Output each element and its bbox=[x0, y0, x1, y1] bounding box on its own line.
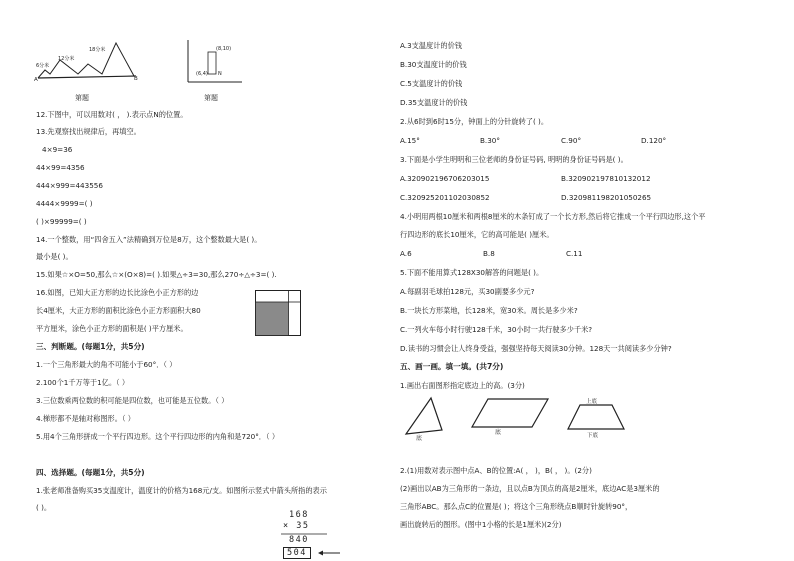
point-label-6-4: (6,4) bbox=[196, 71, 208, 77]
figure-label-6: 6分米 bbox=[36, 63, 50, 69]
question-12: 12.下图中，可以用数对( ， ).表示点N的位置。 bbox=[36, 110, 188, 119]
option: D.320981198201050265 bbox=[561, 193, 652, 202]
draw-question-1: 1.画出右面图形指定底边上的高。(3分) bbox=[400, 381, 525, 390]
question-14-min: 最小是( )。 bbox=[36, 252, 73, 261]
question-14: 14.一个整数，用“四舍五入”法精确到万位是8万，这个整数最大是( )。 bbox=[36, 235, 262, 244]
section-5-heading: 五、画一画。填一填。(共7分) bbox=[400, 362, 504, 371]
question-15: 15.如果☆×O=50,那么☆×(O×8)=( ).如果△÷3=30,那么270÷△÷3=( ). bbox=[36, 270, 277, 279]
section-3-heading: 三、判断题。(每题1分，共5分) bbox=[36, 342, 145, 351]
option: C.5支温度计的价钱 bbox=[400, 79, 463, 88]
question-16: 平方厘米，涂色小正方形的面积是( )平方厘米。 bbox=[36, 324, 188, 333]
option: C.一列火车每小时行驶128千米，30小时一共行驶多少千米? bbox=[400, 325, 593, 334]
point-b-label: B bbox=[134, 76, 138, 82]
figure-caption-1: 第题 bbox=[75, 94, 89, 102]
question-16: 长4厘米，大正方形的面积比涂色小正方形面积大80 bbox=[36, 306, 201, 315]
choice-question-4: 4.小明用两根10厘米和两根8厘米的木条钉成了一个长方形,然后将它推成一个平行四边形,这个平 bbox=[400, 212, 706, 221]
choice-question-3: 3.下面是小学生明明和三位老师的身份证号码, 明明的身份证号码是( )。 bbox=[400, 155, 628, 164]
pattern-line: 4444×9999=( ) bbox=[36, 199, 93, 208]
trapezoid-shape bbox=[566, 403, 626, 431]
pattern-line: 444×999=443556 bbox=[36, 181, 103, 190]
option: D.读书的习惯会让人终身受益，强强坚持每天阅读30分钟。128天一共阅读多少分钟? bbox=[400, 344, 672, 353]
calc-row: 168 bbox=[289, 510, 309, 520]
option: A.6 bbox=[400, 249, 412, 258]
option: A.3支温度计的价钱 bbox=[400, 41, 462, 50]
draw-question-2-part2: 画出旋转后的图形。(图中1小格的长是1厘米)(2分) bbox=[400, 520, 562, 529]
option: A.15° bbox=[400, 136, 420, 145]
trapezoid-bottom-label: 下底 bbox=[587, 433, 599, 439]
parallelogram-base-label: 底 bbox=[495, 429, 502, 436]
point-n-label: N bbox=[218, 71, 222, 77]
judge-item: 1.一个三角形最大的角不可能小于60°．（ ） bbox=[36, 360, 177, 369]
pattern-line: 44×99=4356 bbox=[36, 163, 85, 172]
point-label-8-10: (8,10) bbox=[216, 46, 232, 52]
option: A.320902196706203015 bbox=[400, 174, 490, 183]
figure-label-18: 18分米 bbox=[89, 47, 106, 53]
arrow-icon bbox=[318, 549, 340, 557]
judge-item: 5.用4个三角形拼成一个平行四边形。这个平行四边形的内角和是720°．（ ） bbox=[36, 432, 280, 441]
square-figure bbox=[255, 290, 301, 336]
option: D.35支温度计的价钱 bbox=[400, 98, 468, 107]
trapezoid-top-label: 上底 bbox=[586, 399, 598, 405]
option: D.120° bbox=[641, 136, 667, 145]
judge-item: 3.三位数乘两位数的积可能是四位数，也可能是五位数。（ ） bbox=[36, 396, 229, 405]
option: B.一块长方形菜地，长128米，宽30米。周长是多少米? bbox=[400, 306, 578, 315]
option: B.8 bbox=[483, 249, 495, 258]
triangle-shape bbox=[404, 396, 444, 438]
figure-label-12: 12分米 bbox=[58, 56, 75, 62]
question-16: 16.如图，已知大正方形的边长比涂色小正方形的边 bbox=[36, 288, 199, 297]
coordinate-figure bbox=[186, 40, 244, 84]
point-a-label: A bbox=[34, 77, 38, 83]
pattern-line: ( )×99999=( ) bbox=[36, 217, 87, 226]
option: C.90° bbox=[561, 136, 582, 145]
choice-question-4: 行四边形的底长10厘米，它的高可能是( )厘米。 bbox=[400, 230, 554, 239]
judge-item: 2.100个1千万等于1亿。（ ） bbox=[36, 378, 130, 387]
triangle-base-label: 底 bbox=[416, 435, 423, 442]
draw-question-2-part2: (2)画出以AB为三角形的一条边，且以点B为顶点的高是2厘米，底边AC是3厘米的 bbox=[400, 484, 660, 493]
figure-caption-2: 第题 bbox=[204, 94, 218, 102]
option: A.每副羽毛球拍128元，买30副要多少元? bbox=[400, 287, 535, 296]
pattern-line: 4×9=36 bbox=[42, 145, 73, 154]
choice-question-1: 1.张老师准备购买35支温度计，温度计的价格为168元/支。如图所示竖式中箭头所指的表示 bbox=[36, 486, 327, 495]
option: B.30° bbox=[480, 136, 500, 145]
draw-question-2-part2: 三角形ABC。那么点C的位置是( )；将这个三角形绕点B顺时针旋转90°， bbox=[400, 502, 633, 511]
option: B.30支温度计的价钱 bbox=[400, 60, 467, 69]
option: B.320902197810132012 bbox=[561, 174, 651, 183]
parallelogram-shape bbox=[470, 397, 550, 429]
calc-row: × 35 bbox=[283, 521, 310, 531]
section-4-heading: 四、选择题。(每题1分，共5分) bbox=[36, 468, 145, 477]
option: C.320925201102030852 bbox=[400, 193, 490, 202]
judge-item: 4.梯形都不是轴对称图形。（ ） bbox=[36, 414, 135, 423]
calc-row: 840 bbox=[289, 535, 309, 545]
calc-row-boxed: 504 bbox=[283, 547, 311, 559]
question-13: 13.先观察找出规律后，再填空。 bbox=[36, 127, 141, 136]
option: C.11 bbox=[566, 249, 583, 258]
choice-question-1: ( )。 bbox=[36, 503, 52, 512]
choice-question-2: 2.从6时到6时15分，钟面上的分针旋转了( )。 bbox=[400, 117, 549, 126]
choice-question-5: 5.下面不能用算式128X30解答的问题是( )。 bbox=[400, 268, 544, 277]
draw-question-2: 2.(1)用数对表示图中点A、B的位置:A( ， )，B( ， )。(2分) bbox=[400, 466, 592, 475]
